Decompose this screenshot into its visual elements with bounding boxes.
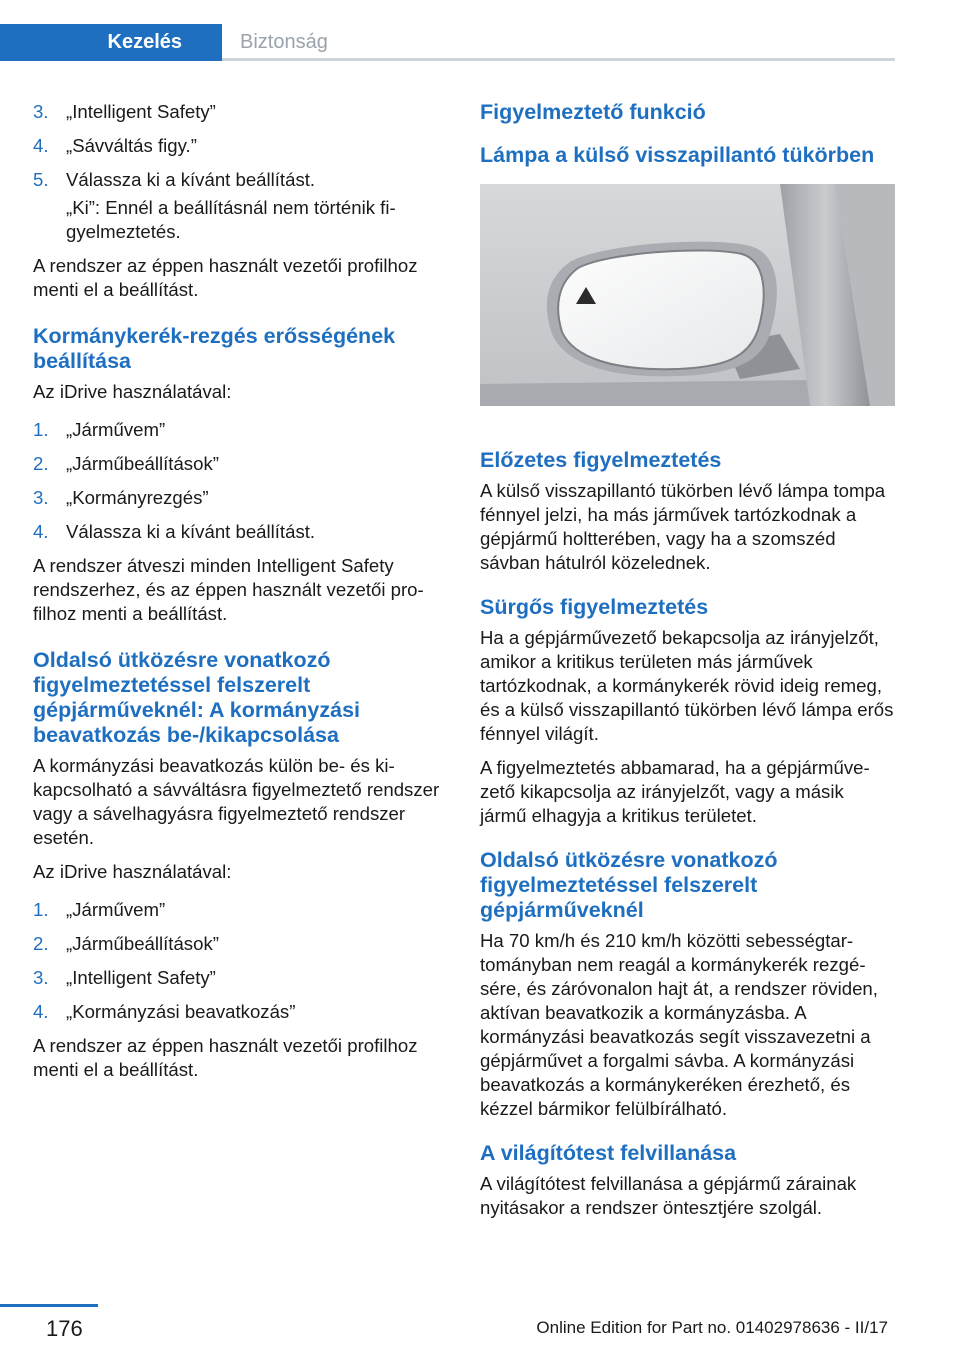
step-number: 2. <box>33 453 49 474</box>
paragraph: Az iDrive használatával: <box>33 381 232 402</box>
page-number: 176 <box>46 1316 83 1341</box>
edition-note: Online Edition for Part no. 01402978636 - II/17 <box>536 1318 888 1337</box>
right-column <box>480 100 895 1230</box>
section-heading: Sürgős figyelmeztetés <box>480 595 709 619</box>
list-item <box>33 486 445 510</box>
mirror-illustration <box>480 184 895 406</box>
section-tabs <box>0 24 895 61</box>
list-item <box>33 520 445 544</box>
list-item <box>33 100 445 124</box>
step-list-2 <box>33 418 445 544</box>
list-item <box>33 418 445 442</box>
step-list-1 <box>33 100 445 192</box>
step-number: 4. <box>33 521 49 542</box>
paragraph: Az iDrive használatával: <box>33 861 232 882</box>
step-text: „Sávváltás figy.” <box>66 135 197 156</box>
step-number: 1. <box>33 419 49 440</box>
tab-kezeles-label: Kezelés <box>107 31 182 53</box>
step-text: Válassza ki a kívánt beállítást. <box>66 169 316 190</box>
section-heading: Oldalsó ütközésre vonatkozó figyelmeztetéssel felszerelt gépjárműveknél <box>480 848 778 922</box>
section-heading: Figyelmeztető funkció <box>480 100 706 124</box>
tab-underline <box>222 58 895 61</box>
footer-rule <box>0 1304 98 1307</box>
step-number: 5. <box>33 169 49 190</box>
tab-kezeles[interactable] <box>0 24 222 61</box>
list-item <box>33 452 445 476</box>
paragraph: Ha a gépjárművezető bekapcsolja az irányjelzőt, amikor a kritikus területen más járművek tartózkodnak, a kormánykerék rövid ideig remeg, és a külső visszapillantó tükörben lévő lámpa erős fénnyel világít. <box>480 627 894 744</box>
step-text: „Járművem” <box>66 899 166 920</box>
step-number: 3. <box>33 101 49 122</box>
step-number: 2. <box>33 933 49 954</box>
step-number: 4. <box>33 1001 49 1022</box>
section-subheading: Lámpa a külső visszapillantó tükörben <box>480 143 875 167</box>
list-item <box>33 168 445 192</box>
paragraph: A rendszer átveszi minden Intelligent Safety rendszerhez, és az éppen használt vezetői profilhoz menti a beállítást. <box>33 555 424 624</box>
tab-biztonsag-label: Biztonság <box>240 31 328 53</box>
section-heading: Oldalsó ütközésre vonatkozó figyelmeztetéssel felszerelt gépjárműveknél: A kormányzási beavatkozás be-/kikapcsolása <box>33 648 361 747</box>
paragraph: A világítótest felvillanása a gépjármű zárainak nyitásakor a rendszer öntesztjére szolgál. <box>480 1173 857 1218</box>
list-item <box>33 966 445 990</box>
paragraph: A rendszer az éppen használt vezetői profilhoz menti el a beállítást. <box>33 255 418 300</box>
paragraph: A rendszer az éppen használt vezetői profilhoz menti el a beállítást. <box>33 1035 418 1080</box>
paragraph: A külső visszapillantó tükörben lévő lámpa tompa fénnyel jelzi, ha más járművek tartózkodnak a gépjármű holtterében, vagy ha a szomszéd sávban hátulról közelednek. <box>480 480 886 573</box>
step-text: „Intelligent Safety” <box>66 967 216 988</box>
step-text: „Járművem” <box>66 419 166 440</box>
step-number: 3. <box>33 967 49 988</box>
step-note: „Ki”: Ennél a beállításnál nem történik figyelmeztetés. <box>66 197 396 242</box>
step-text: „Intelligent Safety” <box>66 101 216 122</box>
section-heading: A világítótest felvillanása <box>480 1141 737 1165</box>
list-item <box>33 898 445 922</box>
list-item <box>33 134 445 158</box>
left-column <box>33 100 445 1092</box>
paragraph: A figyelmeztetés abbamarad, ha a gépjárművezető kikapcsolja az irányjelzőt, vagy a másik jármű elhagyja a kritikus területet. <box>480 757 870 826</box>
section-heading: Kormánykerék-rezgés erősségének beállítása <box>33 324 396 373</box>
section-heading: Előzetes figyelmeztetés <box>480 448 722 472</box>
paragraph: A kormányzási beavatkozás külön be- és kikapcsolható a sávváltásra figyelmeztető rendszer vagy a sávelhagyásra figyelmeztető rendszer esetén. <box>33 755 440 848</box>
step-number: 4. <box>33 135 49 156</box>
step-text: „Kormányrezgés” <box>66 487 209 508</box>
step-text: „Kormányzási beavatkozás” <box>66 1001 296 1022</box>
tab-biztonsag[interactable] <box>222 24 372 61</box>
tab-underline-active <box>0 58 222 61</box>
step-text: „Járműbeállítások” <box>66 933 219 954</box>
paragraph: Ha 70 km/h és 210 km/h közötti sebességtartományban nem reagál a kormánykerék rezgésére, és záróvonalon hajt át, a rendszer röviden, aktívan beavatkozik a kormányzásba. A kormányzási beavatkozás segít visszavezetni a gépjárművet a forgalmi sávba. A kormányzási beavatkozás a kormánykeréken érezhető, és kézzel bármikor felülbírálható. <box>480 930 878 1119</box>
list-item <box>33 932 445 956</box>
step-text: Válassza ki a kívánt beállítást. <box>66 521 316 542</box>
step-number: 3. <box>33 487 49 508</box>
step-number: 1. <box>33 899 49 920</box>
step-list-3 <box>33 898 445 1024</box>
list-item <box>33 1000 445 1024</box>
step-text: „Járműbeállítások” <box>66 453 219 474</box>
